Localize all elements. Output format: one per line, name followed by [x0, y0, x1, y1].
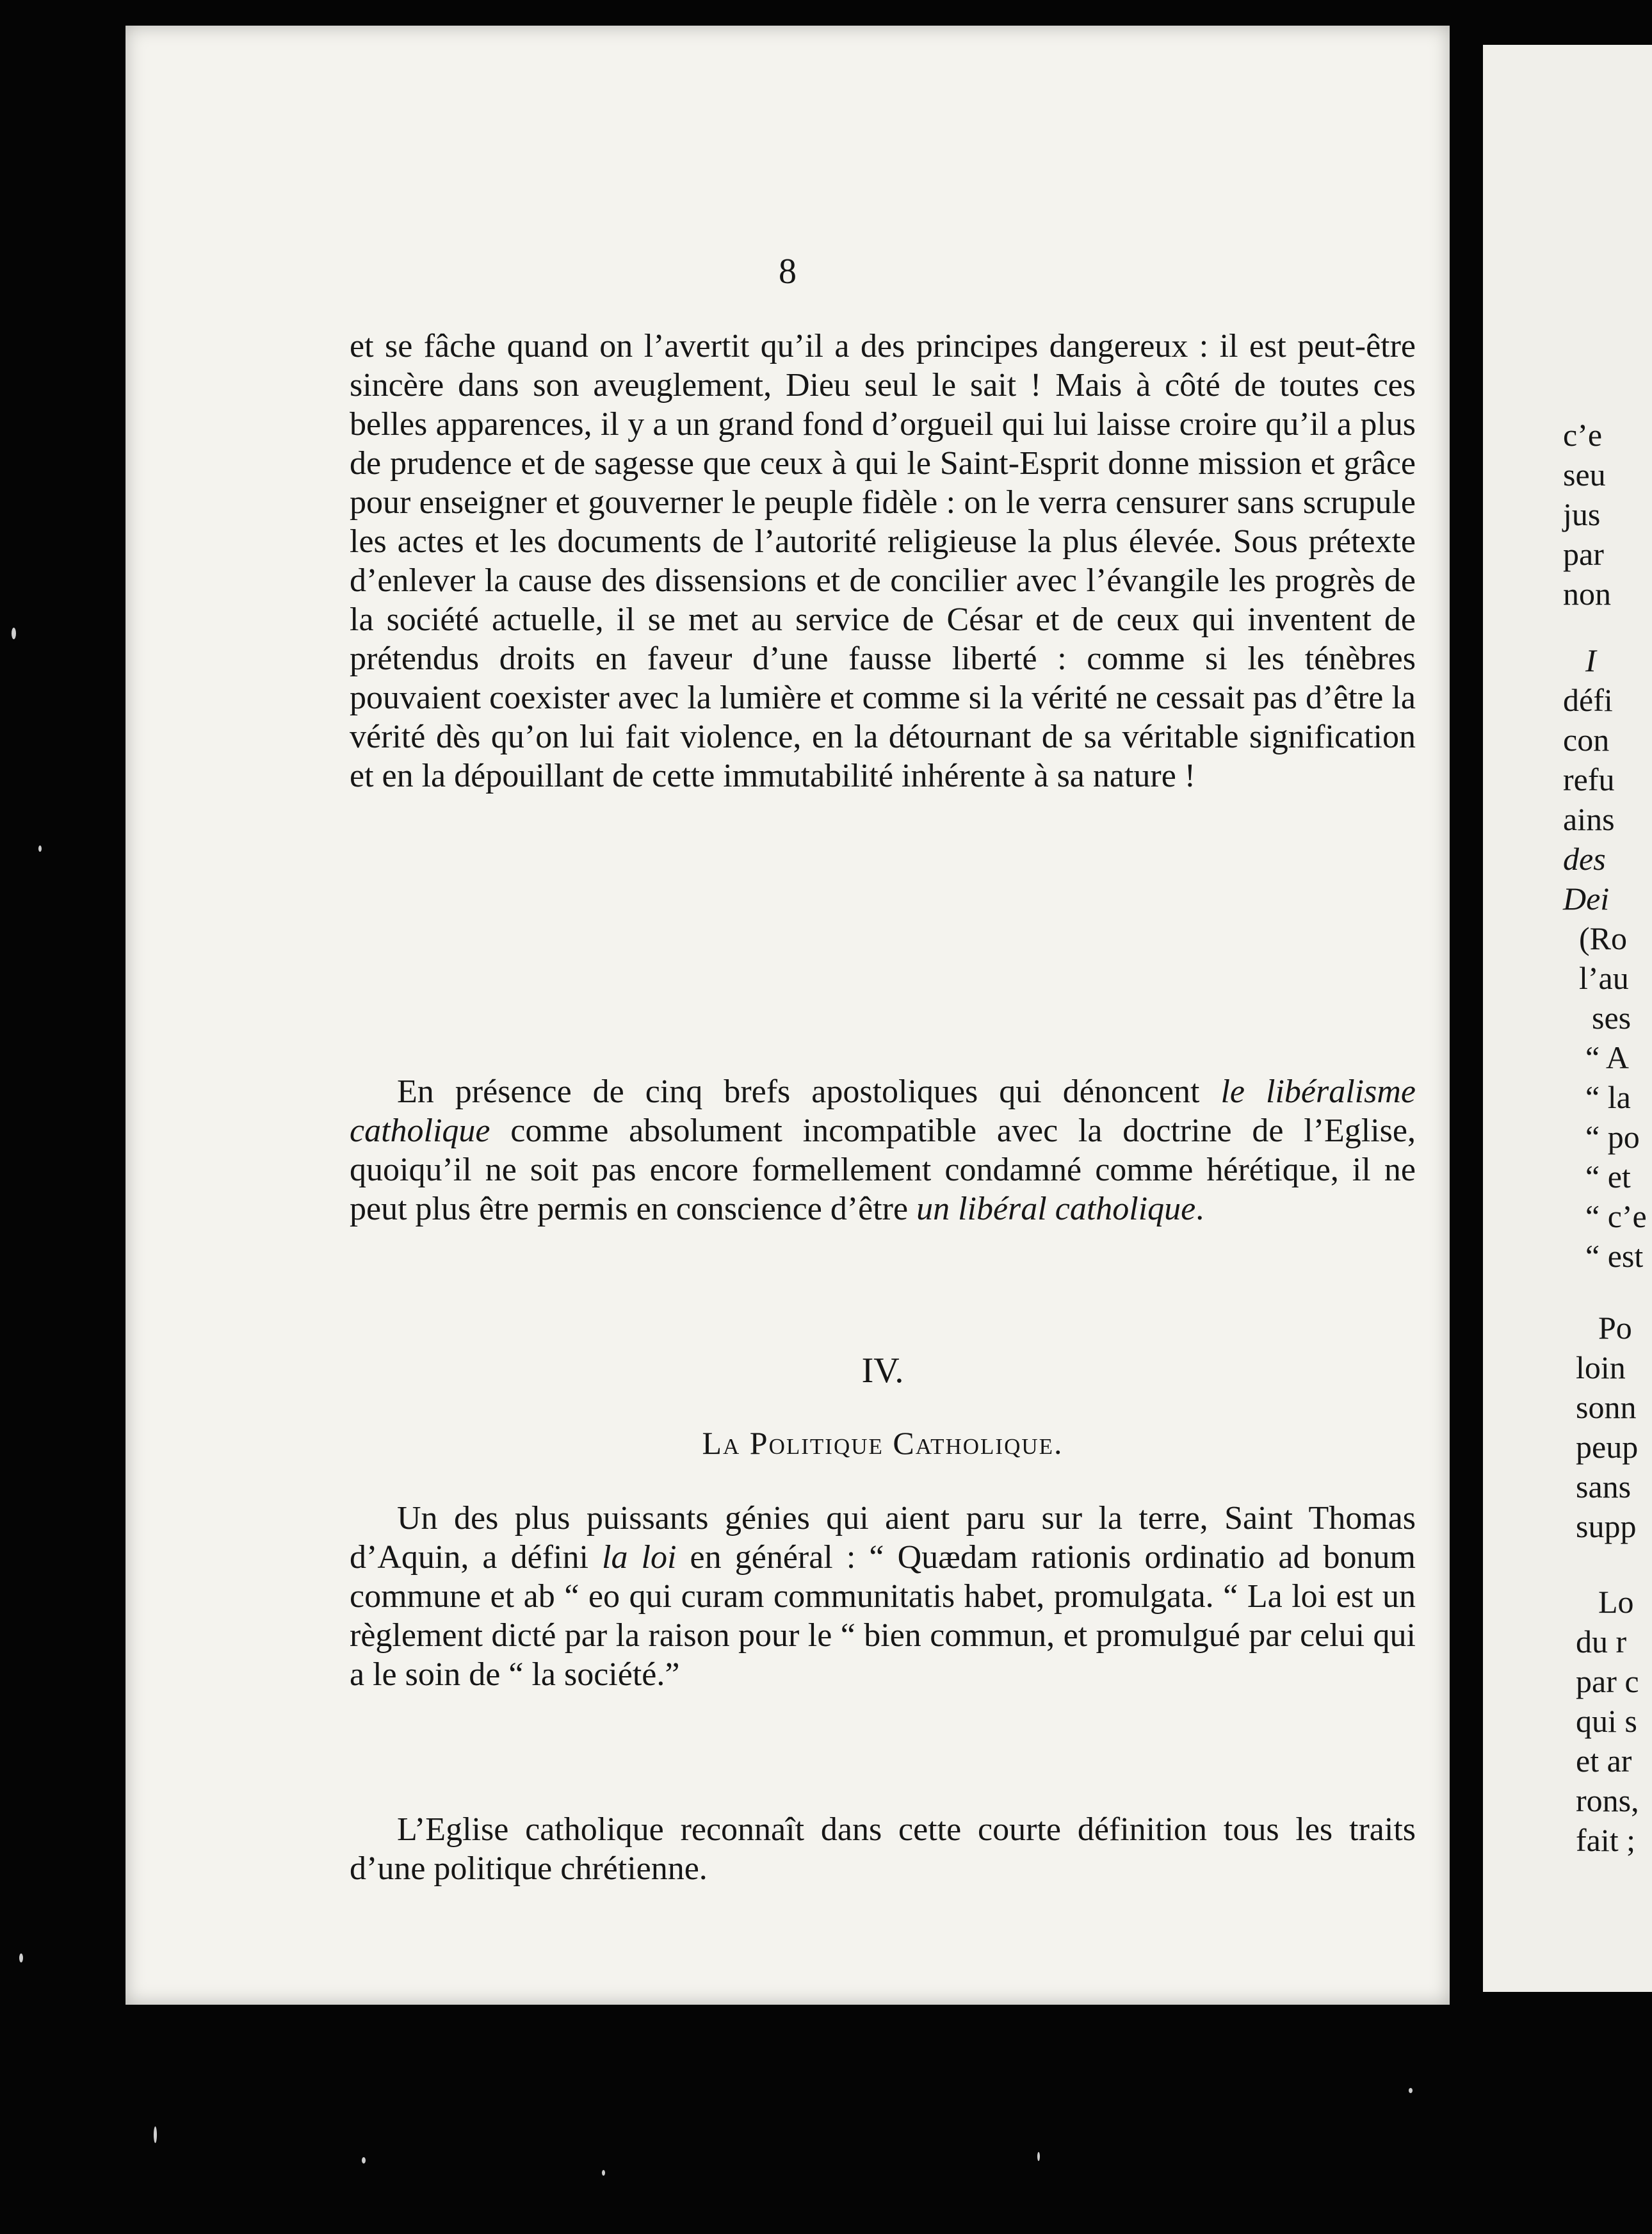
right-fragment: l’au — [1579, 960, 1629, 996]
right-fragment: con — [1563, 722, 1610, 758]
right-fragment: et ar — [1576, 1743, 1632, 1779]
right-fragment: Lo — [1598, 1584, 1634, 1620]
right-fragment: qui s — [1576, 1703, 1637, 1739]
paragraph-3 — [350, 1499, 1416, 1694]
paragraph-2-italic-b: un libéral catholique — [916, 1191, 1196, 1227]
page-number: 8 — [779, 252, 797, 291]
right-fragment: “ po — [1585, 1119, 1640, 1155]
right-fragment: seu — [1563, 457, 1606, 493]
paragraph-1 — [350, 327, 1416, 795]
paragraph-2 — [350, 1072, 1416, 1228]
right-fragment: (Ro — [1579, 920, 1627, 956]
scan-speck — [12, 628, 16, 639]
scan-speck — [19, 1953, 23, 1962]
right-fragment: peup — [1576, 1429, 1639, 1465]
right-fragment: I — [1585, 642, 1596, 678]
scan-speck — [602, 2170, 605, 2176]
right-fragment: sonn — [1576, 1389, 1637, 1425]
right-fragment: défi — [1563, 682, 1613, 718]
right-fragment: c’e — [1563, 417, 1603, 453]
right-fragment: Dei — [1563, 881, 1610, 917]
scan-speck — [1409, 2088, 1413, 2093]
paragraph-1-text: et se fâche quand on l’avertit qu’il a des principes dangereux : il est peut-être sincère dans son aveuglement, Dieu seul le sait ! Mais à côté de toutes ces belles apparences, il y a un grand fond d’orgueil qui lui laisse croire qu’il a plus de prudence et de sagesse que ceux à qui le Saint-Esprit donne mission et grâce pour enseigner et gouverner le peuple fidèle : on le verra censurer sans scrupule les actes et les documents de l’autorité religieuse la plus élevée. Sous prétexte d’enlever la cause des dissensions et de concilier avec l’évangile les progrès de la société actuelle, il se met au service de César et de ceux qui inventent de prétendus droits en faveur d’une fausse liberté : comme si les ténèbres pouvaient coexister avec la lumière et comme si la vérité ne cessait pas d’être la vérité dès qu’on lui fait violence, en la détournant de sa véritable signification et en la dépouillant de cette immutabilité inhérente à sa nature ! — [350, 328, 1416, 794]
paragraph-2-italic-a: le libéralisme catholique — [350, 1073, 1416, 1149]
paragraph-4-text: L’Eglise catholique reconnaît dans cette courte définition tous les traits d’une politique chrétienne. — [350, 1811, 1416, 1887]
right-fragment: “ est — [1585, 1238, 1644, 1274]
scan-speck — [1037, 2152, 1040, 2161]
left-page — [126, 26, 1450, 2005]
right-fragment: fait ; — [1576, 1822, 1636, 1858]
right-fragment: des — [1563, 841, 1606, 877]
right-fragment: “ c’e — [1585, 1198, 1647, 1234]
scan-speck — [362, 2157, 366, 2164]
paragraph-3-text-b: en général : “ Quædam rationis ordinatio ad bonum commune et ab “ eo qui curam communitatis habet, promulgata. “ La loi est un règlement dicté par la raison pour le “ bien commun, et promulgué par celui qui a le soin de “ la société.” — [350, 1539, 1416, 1693]
right-fragment: “ A — [1585, 1040, 1630, 1075]
right-fragment: par — [1563, 536, 1604, 572]
paragraph-3-text-a: Un des plus puissants génies qui aient paru sur la terre, Saint Thomas d’Aquin, a défini — [350, 1500, 1416, 1576]
right-fragment: par c — [1576, 1663, 1639, 1699]
right-fragment: sans — [1576, 1469, 1632, 1504]
paragraph-4 — [350, 1810, 1416, 1888]
right-fragment: “ la — [1585, 1079, 1631, 1115]
right-fragment: jus — [1563, 496, 1601, 532]
paragraph-2-text-b: comme absolument incompatible avec la doctrine de l’Eglise, quoiqu’il ne soit pas encore formellement condamné comme hérétique, il ne peut plus être permis en conscience d’être — [350, 1113, 1416, 1227]
right-page-edge — [1483, 45, 1652, 1992]
section-number: IV. — [861, 1351, 904, 1390]
right-fragment: Po — [1598, 1310, 1632, 1346]
right-fragment: ses — [1592, 1000, 1632, 1036]
scan-speck — [38, 845, 42, 852]
section-title: La Politique Catholique. — [702, 1425, 1064, 1461]
right-fragment: refu — [1563, 762, 1615, 797]
right-fragment: “ et — [1585, 1159, 1631, 1194]
right-fragment: rons, — [1576, 1782, 1639, 1818]
paragraph-3-italic-a: la loi — [602, 1539, 677, 1576]
right-fragment: loin — [1576, 1349, 1626, 1385]
right-fragment: du r — [1576, 1624, 1627, 1659]
paragraph-2-text-a: En présence de cinq brefs apostoliques qui dénoncent — [397, 1073, 1221, 1110]
scan-speck — [154, 2126, 157, 2143]
right-fragment: non — [1563, 576, 1611, 612]
right-fragment: ains — [1563, 801, 1615, 837]
right-fragment: supp — [1576, 1508, 1637, 1544]
paragraph-2-text-c: . — [1195, 1191, 1204, 1227]
